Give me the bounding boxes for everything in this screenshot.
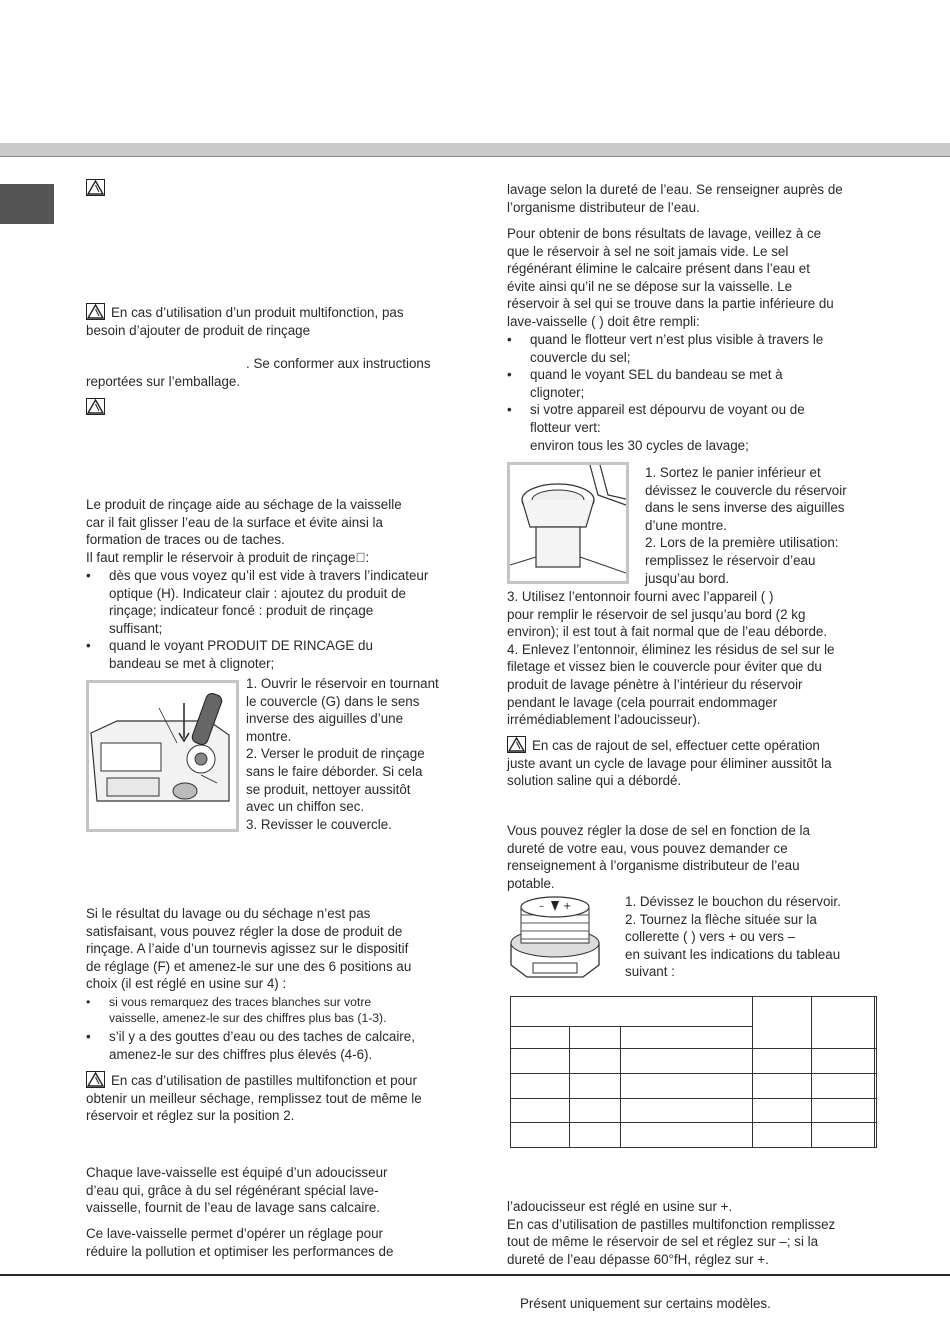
warning-icon (86, 398, 105, 415)
salt-steps-b: 3. Utilisez l’entonnoir fourni avec l’appareil ( ) pour remplir le réservoir de sel jusqu’au bord (2 kg environ); il est tout à fait normal que de l’eau déborde. 4. Enlevez l’entonnoir, éliminez les résidus de sel sur le filetage et vissez bien le couvercle pour éviter que du produit de lavage pénètre à l’intérieur du réservoir pendant le lavage (cela pourrait endommager irrémédiablement l’adoucisseur). (507, 589, 835, 728)
header-bar (0, 143, 950, 157)
list-item: • s’il y a des gouttes d’eau ou des taches de calcaire, amenez-le sur des chiffres plus élevés (4-6). (86, 1028, 470, 1063)
warning-icon (86, 303, 105, 320)
list-item: • quand le voyant PRODUIT DE RINCAGE du bandeau se met à clignoter; (86, 637, 466, 672)
refill-note: En cas de rajout de sel, effectuer cette opération juste avant un cycle de lavage pour éliminer aussitôt la solution saline qui a débordé. (507, 738, 832, 789)
softener-continued: lavage selon la dureté de l’eau. Se renseigner auprès de l’organisme distributeur de l’eau. (507, 182, 843, 215)
table-row (511, 1098, 877, 1123)
table-cell (811, 997, 874, 1049)
table-row (511, 1049, 877, 1074)
rinse-aid-bullets (86, 567, 466, 673)
softener-intro: Chaque lave-vaisselle est équipé d’un adoucisseur d’eau qui, grâce à du sel régénérant spécial lave- vaisselle, fournit de l’eau de lavage sans calcaire. (86, 1165, 388, 1216)
factory-setting: l’adoucisseur est réglé en usine sur +. En cas d’utilisation de pastilles multifonction remplissez tout de même le réservoir de sel et réglez sur –; si la dureté de l’eau dépasse 60°fH, réglez sur +. (507, 1199, 836, 1267)
rinse-adjust-bullets (86, 994, 470, 1026)
tablet-note: En cas d’utilisation de pastilles multifonction et pour obtenir un meilleur séchage, remplissez tout de même le réservoir et réglez sur la position 2. (86, 1073, 422, 1124)
list-item: • si votre appareil est dépourvu de voyant ou de flotteur vert: environ tous les 30 cycles de lavage; (507, 401, 897, 454)
table-cell (511, 1027, 570, 1049)
list-item: • si vous remarquez des traces blanches sur votre vaisselle, amenez-le sur des chiffres plus bas (1-3). (86, 994, 470, 1026)
language-tab (0, 184, 54, 224)
rinse-aid-intro: Le produit de rinçage aide au séchage de la vaisselle car il fait glisser l’eau de la surface et évite ainsi la formation de traces ou de taches. Il faut remplir le réservoir à produit de rinçage : (86, 497, 402, 565)
list-item: • dès que vous voyez qu’il est vide à travers l’indicateur optique (H). Indicateur clair : ajoutez du produit de rinçage; indicateur foncé : produit de rinçage suffisant; (86, 567, 466, 637)
dose-intro: Vous pouvez régler la dose de sel en fonction de la dureté de votre eau, vous pouvez demander ce renseignement à l’organisme distributeur de l’eau potable. (507, 823, 810, 891)
table-cell (874, 997, 876, 1049)
footnote: Présent uniquement sur certains modèles. (520, 1296, 771, 1311)
rinse-aid-dispenser-illustration (86, 680, 239, 832)
svg-text:+: + (563, 901, 572, 912)
reservoir-drawing (510, 465, 626, 581)
rinse-adjust-intro: Si le résultat du lavage ou du séchage n’est pas satisfaisant, vous pouvez régler la dose de produit de rinçage. A l’aide d’un tournevis agissez sur le dispositif de réglage (F) et amenez-le sur une des 6 positions au choix (il est réglé en usine sur 4) : (86, 906, 412, 992)
warning-icon (86, 179, 105, 196)
table-row (511, 997, 877, 1027)
table-row (511, 1073, 877, 1098)
dose-steps: 1. Dévissez le bouchon du réservoir. 2. Tournez la flèche située sur la collerette ( ) vers + ou vers – en suivant les indications du tableau suivant : (625, 894, 841, 980)
salt-intro: Pour obtenir de bons résultats de lavage, veillez à ce que le réservoir à sel ne soit jamais vide. Le sel régénérant élimine le calcaire présent dans l’eau et évite ainsi qu’il ne se dépose sur la vaisselle. Le réservoir à sel qui se trouve dans la partie inférieure du lave-vaisselle ( ) doit être rempli: (507, 226, 834, 329)
salt-cap-illustration (505, 893, 605, 979)
salt-steps-a: 1. Sortez le panier inférieur et dévissez le couvercle du réservoir dans le sens inverse des aiguilles d’une montre. 2. Lors de la première utilisation: remplissez le réservoir d’eau jusqu’au bord. (645, 465, 847, 586)
list-item: • quand le flotteur vert n’est plus visible à travers le couvercle du sel; (507, 331, 897, 366)
dispenser-drawing (89, 683, 236, 829)
instructions-text: . Se conformer aux instructions reportées sur l’emballage. (86, 356, 431, 389)
list-item: • quand le voyant SEL du bandeau se met à clignoter; (507, 366, 897, 401)
table-row (511, 1123, 877, 1148)
warning-icon (507, 736, 526, 753)
softener-text: Ce lave-vaisselle permet d’opérer un réglage pour réduire la pollution et optimiser les performances de (86, 1226, 394, 1259)
warning-icon (86, 1071, 105, 1088)
water-hardness-table (510, 996, 877, 1148)
table-cell (570, 1027, 621, 1049)
footer-rule (0, 1274, 950, 1276)
table-cell (621, 1027, 753, 1049)
svg-text:–: – (539, 901, 544, 912)
table-cell (511, 997, 753, 1027)
table-cell (752, 997, 811, 1049)
salt-reservoir-illustration (507, 462, 629, 584)
rinse-aid-steps: 1. Ouvrir le réservoir en tournant le couvercle (G) dans le sens inverse des aiguilles d’une montre. 2. Verser le produit de rinçage sans le faire déborder. Si cela se produit, nettoyer aussitôt avec un chiffon sec. 3. Revisser le couvercle. (246, 676, 439, 832)
multifunction-note: En cas d’utilisation d’un produit multifonction, pas besoin d’ajouter de produit de rinçage (86, 305, 404, 338)
salt-bullets (507, 331, 897, 454)
rinse-adjust-bullets-2 (86, 1028, 470, 1063)
